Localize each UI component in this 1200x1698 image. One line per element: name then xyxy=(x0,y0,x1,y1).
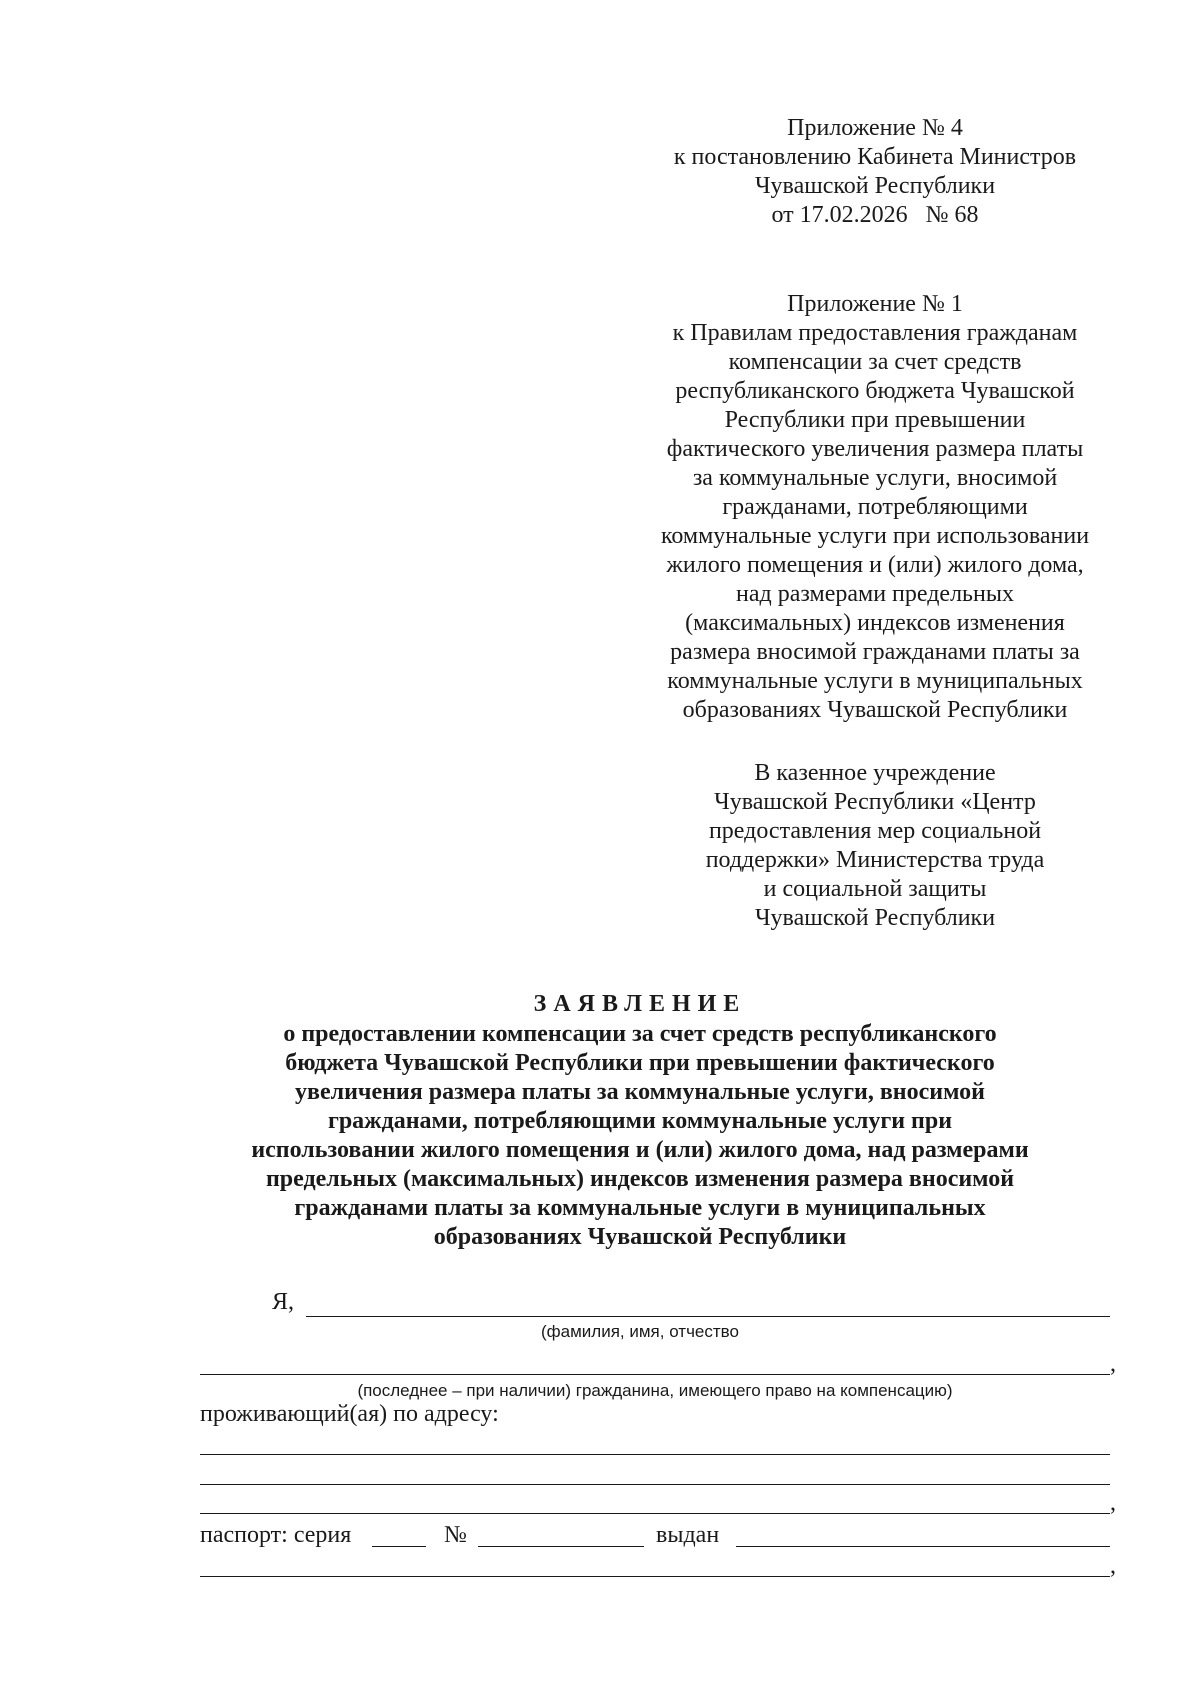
appendix-4-line: Приложение № 4 xyxy=(787,115,963,141)
passport-issued-continuation-line[interactable] xyxy=(200,1576,1110,1577)
appendix-1-line: фактического увеличения размера платы xyxy=(666,436,1084,462)
fio-continuation-line[interactable] xyxy=(200,1374,1110,1375)
addressee-line: и социальной защиты xyxy=(763,876,987,902)
comma-mark: , xyxy=(1110,1351,1116,1377)
appendix-4-line: Чувашской Республики xyxy=(754,173,996,199)
fio-caption: (фамилия, имя, отчество xyxy=(541,1322,739,1341)
addressee-line: Чувашской Республики «Центр xyxy=(714,789,1036,815)
appendix-1-line: за коммунальные услуги, вносимой xyxy=(692,465,1058,491)
appendix-1-line: коммунальные услуги в муниципальных xyxy=(667,668,1083,694)
title-heading: ЗАЯВЛЕНИЕ xyxy=(533,991,747,1017)
comma-mark: , xyxy=(1110,1553,1116,1579)
passport-series-label: паспорт: серия xyxy=(200,1522,352,1548)
address-line-2[interactable] xyxy=(200,1484,1110,1485)
title-line: гражданами платы за коммунальные услуги в муниципальных xyxy=(294,1195,986,1221)
fio-field-line[interactable] xyxy=(306,1316,1110,1317)
title-line: образованиях Чувашской Республики xyxy=(433,1224,847,1250)
comma-mark: , xyxy=(1110,1490,1116,1516)
addressee-line: Чувашской Республики xyxy=(754,905,996,931)
appendix-1-line: республиканского бюджета Чувашской xyxy=(675,378,1075,404)
address-line-3[interactable] xyxy=(200,1513,1110,1514)
appendix-4-line: от 17.02.2026 № 68 xyxy=(771,202,979,228)
appendix-4-line: к постановлению Кабинета Министров xyxy=(673,144,1077,170)
title-line: предельных (максимальных) индексов изменения размера вносимой xyxy=(265,1166,1015,1192)
appendix-1-line: образованиях Чувашской Республики xyxy=(682,697,1068,723)
appendix-1-line: компенсации за счет средств xyxy=(728,349,1022,375)
title-line: бюджета Чувашской Республики при превышении фактического xyxy=(285,1050,995,1076)
appendix-1-line: (максимальных) индексов изменения xyxy=(685,610,1065,636)
passport-issued-label: выдан xyxy=(656,1522,720,1548)
appendix-1-line: к Правилам предоставления гражданам xyxy=(672,320,1078,346)
appendix-4-header xyxy=(640,114,1110,230)
appendix-1-line: над размерами предельных xyxy=(736,581,1014,607)
appendix-1-line: гражданами, потребляющими xyxy=(722,494,1028,520)
appendix-1-header xyxy=(640,290,1110,725)
addressee-line: В казенное учреждение xyxy=(754,760,996,786)
address-line-1[interactable] xyxy=(200,1454,1110,1455)
address-label: проживающий(ая) по адресу: xyxy=(200,1401,499,1427)
appendix-1-line: размера вносимой гражданами платы за xyxy=(670,639,1080,665)
passport-number-field[interactable] xyxy=(478,1546,644,1547)
title-line: гражданами, потребляющими коммунальные услуги при xyxy=(327,1108,953,1134)
appendix-1-line: Республики при превышении xyxy=(724,407,1026,433)
appendix-1-line: коммунальные услуги при использовании xyxy=(660,523,1090,549)
addressee-line: поддержки» Министерства труда xyxy=(705,847,1045,873)
passport-issued-field[interactable] xyxy=(736,1546,1110,1547)
title-line: использовании жилого помещения и (или) жилого дома, над размерами xyxy=(251,1137,1029,1163)
passport-number-label: № xyxy=(444,1522,467,1548)
fio-caption-continued: (последнее – при наличии) гражданина, имеющего право на компенсацию) xyxy=(357,1381,953,1400)
addressee-line: предоставления мер социальной xyxy=(708,818,1042,844)
title-line: о предоставлении компенсации за счет средств республиканского xyxy=(283,1021,997,1047)
title-line: увеличения размера платы за коммунальные услуги, вносимой xyxy=(295,1079,985,1105)
ya-label: Я, xyxy=(272,1289,295,1315)
addressee-block xyxy=(640,759,1110,933)
passport-series-field[interactable] xyxy=(372,1546,426,1547)
appendix-1-line: жилого помещения и (или) жилого дома, xyxy=(666,552,1084,578)
application-title xyxy=(200,990,1080,1252)
appendix-1-line: Приложение № 1 xyxy=(787,291,963,317)
